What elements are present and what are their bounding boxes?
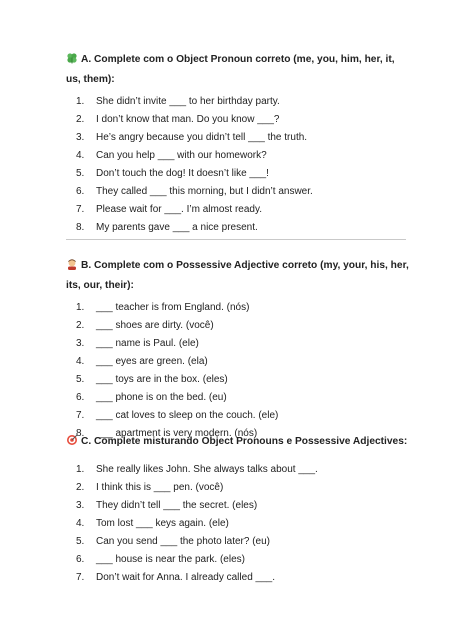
section-a-heading-text: A. Complete com o Object Pronoun correto (me, you, him, her, it, us, them): bbox=[66, 54, 395, 85]
list-item: 8. ___ apartment is very modern. (nós) bbox=[76, 428, 258, 439]
section-c-heading bbox=[66, 432, 410, 452]
list-item: 3. He’s angry because you didn’t tell ___ the truth. bbox=[76, 132, 308, 143]
section-a-heading bbox=[66, 50, 410, 90]
list-item: 1. She didn’t invite ___ to her birthday party. bbox=[76, 96, 280, 107]
list-item: 4. Tom lost ___ keys again. (ele) bbox=[76, 518, 229, 529]
list-item: 4. Can you help ___ with our homework? bbox=[76, 150, 267, 161]
list-item: 7. ___ cat loves to sleep on the couch. (ele) bbox=[76, 410, 279, 421]
person-icon bbox=[66, 258, 78, 270]
list-item: 2. I don’t know that man. Do you know ___? bbox=[76, 114, 280, 125]
section-b-heading bbox=[66, 256, 410, 296]
list-item: 1. ___ teacher is from England. (nós) bbox=[76, 302, 250, 313]
list-item: 6. ___ phone is on the bed. (eu) bbox=[76, 392, 227, 403]
target-icon bbox=[66, 434, 78, 446]
list-item: 3. They didn’t tell ___ the secret. (eles) bbox=[76, 500, 258, 511]
list-item: 5. ___ toys are in the box. (eles) bbox=[76, 374, 228, 385]
list-item: 5. Don’t touch the dog! It doesn’t like ___! bbox=[76, 168, 269, 179]
list-item: 8. My parents gave ___ a nice present. bbox=[76, 222, 258, 233]
list-item: 6. ___ house is near the park. (eles) bbox=[76, 554, 245, 565]
list-item: 5. Can you send ___ the photo later? (eu) bbox=[76, 536, 271, 547]
list-item: 2. ___ shoes are dirty. (você) bbox=[76, 320, 214, 331]
list-item: 6. They called ___ this morning, but I didn’t answer. bbox=[76, 186, 313, 197]
section-c-heading-text: C. Complete misturando Object Pronouns e Possessive Adjectives: bbox=[81, 436, 408, 447]
list-item: 2. I think this is ___ pen. (você) bbox=[76, 482, 224, 493]
list-item: 1. She really likes John. She always talks about ___. bbox=[76, 464, 318, 475]
list-item: 3. ___ name is Paul. (ele) bbox=[76, 338, 199, 349]
list-item: 7. Don’t wait for Anna. I already called ___. bbox=[76, 572, 275, 583]
section-divider bbox=[66, 239, 406, 240]
list-item: 4. ___ eyes are green. (ela) bbox=[76, 356, 208, 367]
clover-icon bbox=[66, 52, 78, 64]
list-item: 7. Please wait for ___. I’m almost ready. bbox=[76, 204, 262, 215]
section-b-heading-text: B. Complete com o Possessive Adjective correto (my, your, his, her, its, our, their): bbox=[66, 260, 409, 291]
